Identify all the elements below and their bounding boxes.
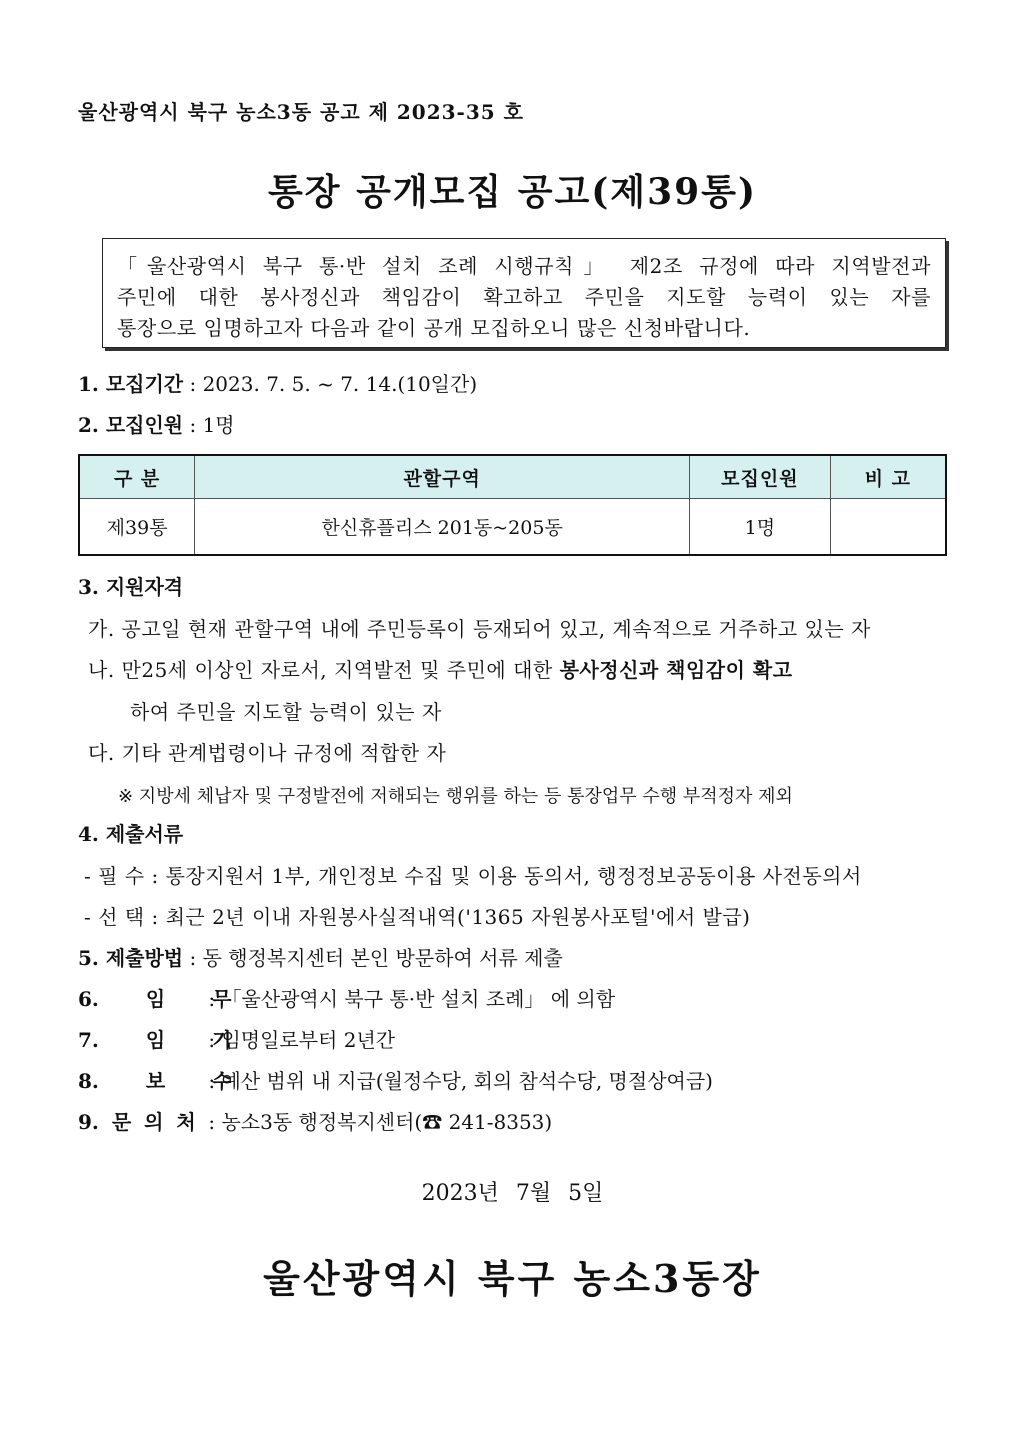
item-documents: 4. 제출서류: [78, 822, 184, 846]
qualification-na: [88, 654, 793, 683]
issuer-name: 울산광역시 북구 농소3동장: [263, 1256, 762, 1301]
item-term: [78, 1024, 395, 1053]
item-value: : 동 행정복지센터 본인 방문하여 서류 제출: [189, 946, 563, 970]
notice-date: 2023년 7월 5일: [421, 1181, 604, 1206]
table-header-row: [79, 455, 946, 499]
item-label: 7. 임 기: [78, 1028, 232, 1052]
table-cell: 제39통: [79, 499, 195, 556]
qualification-na-emphasis: 봉사정신과 책임감이 확고: [559, 658, 793, 682]
intro-line: 「울산광역시 북구 통·반 설치 조례 시행규칙」 제2조 규정에 따라 지역발전과: [117, 254, 931, 278]
intro-line: 주민에 대한 봉사정신과 책임감이 확고하고 주민을 지도할 능력이 있는 자를: [117, 285, 931, 309]
table-header: 구 분: [79, 455, 195, 499]
page-title: 통장 공개모집 공고(제39통): [268, 171, 757, 213]
table-header: 모집인원: [690, 455, 831, 499]
item-count: [78, 409, 235, 438]
item-method: [78, 942, 563, 971]
notice-number: 울산광역시 북구 농소3동 공고 제 2023-35 호: [78, 100, 524, 124]
qualification-ga: 가. 공고일 현재 관할구역 내에 주민등록이 등재되어 있고, 계속적으로 거주하고 있는 자: [88, 617, 871, 641]
item-value: : 임명일로부터 2년간: [208, 1028, 396, 1052]
documents-optional: - 선 택 : 최근 2년 이내 자원봉사실적내역('1365 자원봉사포털'에서 발급): [84, 905, 751, 929]
table-header: 관할구역: [195, 455, 690, 499]
item-value: : 예산 범위 내 지급(월정수당, 회의 참석수당, 명절상여금): [208, 1069, 713, 1093]
item-duty: [78, 983, 615, 1012]
intro-line: 통장으로 임명하고자 다음과 같이 공개 모집하오니 많은 신청바랍니다.: [117, 316, 751, 340]
item-label: 9. 문 의 처: [78, 1110, 196, 1134]
item-value: : 「울산광역시 북구 통·반 설치 조례」 에 의함: [208, 987, 616, 1011]
item-qualification: 3. 지원자격: [78, 575, 184, 599]
item-contact: [78, 1106, 552, 1135]
item-value: : 2023. 7. 5. ~ 7. 14.(10일간): [189, 372, 478, 396]
item-label: 1. 모집기간: [78, 372, 184, 396]
table-header: 비 고: [830, 455, 946, 499]
table-cell: 1명: [690, 499, 831, 556]
item-value: : 1명: [189, 413, 235, 437]
table-cell: 한신휴플리스 201동~205동: [195, 499, 690, 556]
table-cell: [830, 499, 946, 556]
qualification-na-text: 나. 만25세 이상인 자로서, 지역발전 및 주민에 대한: [88, 658, 560, 682]
item-label: 2. 모집인원: [78, 413, 184, 437]
item-label: 8. 보 수: [78, 1069, 232, 1093]
item-pay: [78, 1065, 713, 1094]
qualification-da: 다. 기타 관계법령이나 규정에 적합한 자: [88, 741, 447, 765]
item-label: 6. 임 무: [78, 987, 232, 1011]
recruit-table: [78, 454, 947, 556]
item-label: 5. 제출방법: [78, 946, 184, 970]
item-period: [78, 368, 477, 397]
item-value: : 농소3동 행정복지센터(☎ 241-8353): [208, 1110, 553, 1134]
table-row: [79, 499, 946, 556]
intro-box: [102, 238, 946, 348]
qualification-note: ※ 지방세 체납자 및 구정발전에 저해되는 행위를 하는 등 통장업무 수행 부적정자 제외: [118, 786, 793, 807]
qualification-na-continued: 하여 주민을 지도할 능력이 있는 자: [130, 700, 442, 724]
documents-required: - 필 수 : 통장지원서 1부, 개인정보 수집 및 이용 동의서, 행정정보공동이용 사전동의서: [84, 864, 862, 888]
